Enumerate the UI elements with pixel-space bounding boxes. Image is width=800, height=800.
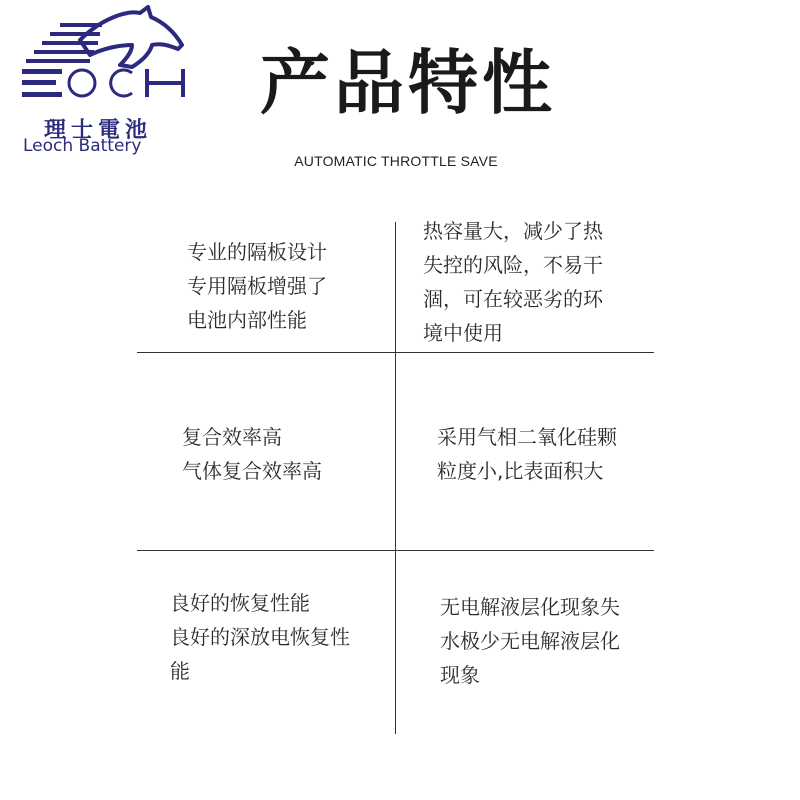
feature-line: 采用气相二氧化硅颗 bbox=[437, 425, 617, 449]
feature-line: 水极少无电解液层化 bbox=[440, 629, 620, 653]
feature-cell-recombination bbox=[182, 420, 322, 488]
feature-cell-separator bbox=[187, 235, 327, 337]
feature-line: 能 bbox=[170, 659, 190, 683]
feature-line: 良好的深放电恢复性 bbox=[170, 625, 350, 649]
feature-line: 失控的风险，不易干 bbox=[423, 253, 603, 277]
feature-cell-recovery bbox=[170, 586, 350, 688]
feature-line: 无电解液层化现象失 bbox=[440, 595, 620, 619]
feature-line: 境中使用 bbox=[423, 321, 503, 345]
horse-logo-icon bbox=[20, 5, 200, 115]
feature-line: 粒度小,比表面积大 bbox=[437, 459, 604, 483]
page-title: 产品特性 bbox=[260, 42, 556, 124]
feature-line: 气体复合效率高 bbox=[182, 459, 322, 483]
logo-english-name: Leoch Battery bbox=[23, 136, 142, 156]
feature-line: 专业的隔板设计 bbox=[187, 240, 327, 264]
feature-line: 电池内部性能 bbox=[187, 308, 307, 332]
feature-line: 良好的恢复性能 bbox=[170, 591, 310, 615]
logo-chinese-name: 理士電池 bbox=[44, 118, 153, 143]
feature-cell-no-stratification bbox=[440, 590, 620, 692]
feature-line: 现象 bbox=[440, 663, 480, 687]
brand-logo bbox=[20, 5, 200, 156]
feature-cell-fumed-silica bbox=[437, 420, 617, 488]
feature-line: 涸，可在较恶劣的环 bbox=[423, 287, 603, 311]
page-subtitle: AUTOMATIC THROTTLE SAVE bbox=[294, 153, 498, 169]
feature-line: 热容量大，减少了热 bbox=[423, 219, 603, 243]
grid-divider-horizontal-2 bbox=[137, 550, 654, 551]
grid-divider-vertical bbox=[395, 222, 396, 734]
feature-line: 复合效率高 bbox=[182, 425, 282, 449]
grid-divider-horizontal-1 bbox=[137, 352, 654, 353]
feature-line: 专用隔板增强了 bbox=[187, 274, 327, 298]
feature-cell-heat-capacity bbox=[423, 214, 603, 350]
